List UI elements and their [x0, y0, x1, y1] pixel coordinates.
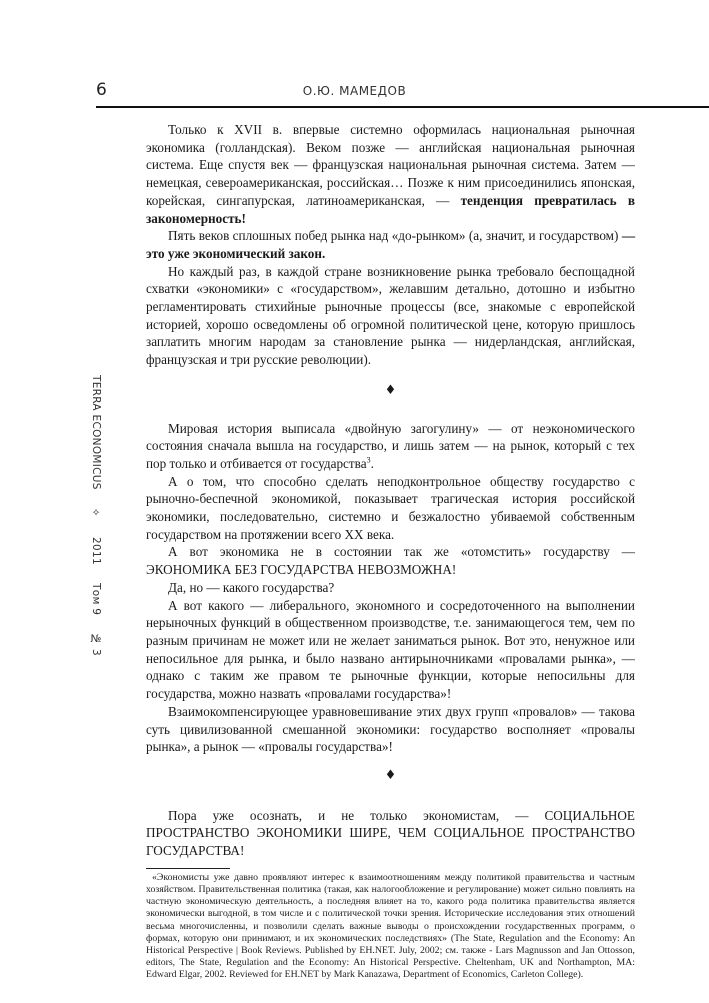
paragraph-2: Пять веков сплошных побед рынка над «до-рынком» (а, значит, и государством) — это уже экономический закон. — [146, 228, 636, 261]
footnote-reference[interactable]: 3 — [366, 455, 371, 465]
paragraph-6: А вот экономика не в состоянии так же «отомстить» государству — ЭКОНОМИКА БЕЗ ГОСУДАРСТВА НЕВОЗМОЖНА! — [146, 544, 635, 578]
bold-emphasis: — это уже экономический закон. — [146, 228, 636, 261]
journal-issue: № 3 — [90, 632, 102, 656]
journal-volume: Том 9 — [90, 582, 102, 616]
paragraph-5: А о том, что способно сделать неподконтрольное обществу государство с рыночно-беспечной экономикой, показывает трагическая история российской экономики, последовательно, системно и безжалостно убиваемой собственным государством на протяжении всего XX века. — [146, 473, 635, 542]
header-rule — [96, 106, 709, 108]
bold-emphasis: тенденция превратилась в закономерность! — [146, 192, 635, 226]
paragraph-7: Да, но — какого государства? — [168, 579, 335, 595]
paragraph-4: Мировая история выписала «двойную загогулину» — от неэкономического состояния сначала вышла на государство, и лишь затем — на рынок, который с тех пор только и отбивается от государства$^3$. — [146, 420, 635, 471]
paragraph-9: Взаимокомпенсирующее уравновешивание этих двух групп «провалов» — такова суть цивилизованной смешанной экономики: государство восполняет «провалы рынка», а рынок — «провалы государства»! — [146, 703, 635, 755]
separator-icon: ✧ — [90, 507, 102, 520]
journal-name: TERRA ECONOMICUS — [90, 375, 102, 490]
page-number: 6 — [96, 80, 107, 100]
paragraph-10: Пора уже осознать, и не только экономистам, — СОЦИАЛЬНОЕ ПРОСТРАНСТВО ЭКОНОМИКИ ШИРЕ, ЧЕМ СОЦИАЛЬНОЕ ПРОСТРАНСТВО ГОСУДАРСТВА! — [146, 807, 635, 859]
section-divider-diamond-icon: ♦ — [384, 767, 397, 783]
article-body — [146, 121, 635, 982]
journal-sidebar — [90, 375, 102, 656]
paragraph-1: Только к XVII в. впервые системно оформилась национальная рыночная экономика (голландская). Веком позже — английская национальная рыночная система. Еще спустя век — французская национальная рыночная система. Затем — немецкая, североамериканская, российская… Позже к ним присоединились японская, корейская, сингапурская, латиноамериканская, — тенденция превратилась в закономерность! — [146, 122, 635, 226]
section-divider-diamond-icon: ♦ — [384, 382, 397, 398]
journal-year: 2011 — [90, 537, 102, 566]
footnote — [146, 872, 635, 982]
paragraph-8: А вот какого — либерального, экономного и сосредоточенного на выполнении нерыночных функций в общественном производстве, т.е. занимающегося тем, чем по разным причинам не может или не желает заниматься рынок. Вот это, ненужное или непосильное для рынка, и было названо антирыночниками «провалами рынка», — однако с таким же правом те рыночные функции, которые непосильны для государства, можно назвать «провалами государства»! — [146, 597, 635, 702]
running-head-author: О.Ю. МАМЕДОВ — [302, 84, 407, 98]
footnote-text: «Экономисты уже давно проявляют интерес к взаимоотношениям между политикой правительства и частным хозяйством. Правительственная политика (такая, как налогообложение и регулирование) может сильно повлиять на частную экономическую деятельность, а последняя влияет на то, какого рода политика правительства является экономически выгодной, в том числе и с политической точки зрения. Исторические исследования этих отношений весьма многочисленны, и позволили сделать важные выводы о происхождении государственных программ, о формах, которую они принимают, и их экономических последствиях» (The State, Regulation and the Economy: An Historical Perspective | Book Reviews. Published by EH.NET. July, 2002; см. также - Lars Magnusson and Jan Ottosson, editors, The State, Regulation and the Economy: An Historical Perspective. Cheltenham, UK and Northampton, MA: Edward Elgar, 2002. Reviewed for EH.NET by Mark Kanazawa, Department of Economics, Carleton College). — [146, 871, 635, 981]
footnote-rule — [146, 868, 230, 869]
paragraph-3: Но каждый раз, в каждой стране возникновение рынка требовало беспощадной схватки «экономики» с «государством», желавшим детально, дотошно и избытно регламентировать стихийные рыночные процессы (все, знакомые с европейской историей, хорошо осведомлены об огромной политической цене, которую пришлось заплатить многим народам за становление рынка — нидерландская, английская, французская и три русские революции). — [146, 263, 635, 368]
